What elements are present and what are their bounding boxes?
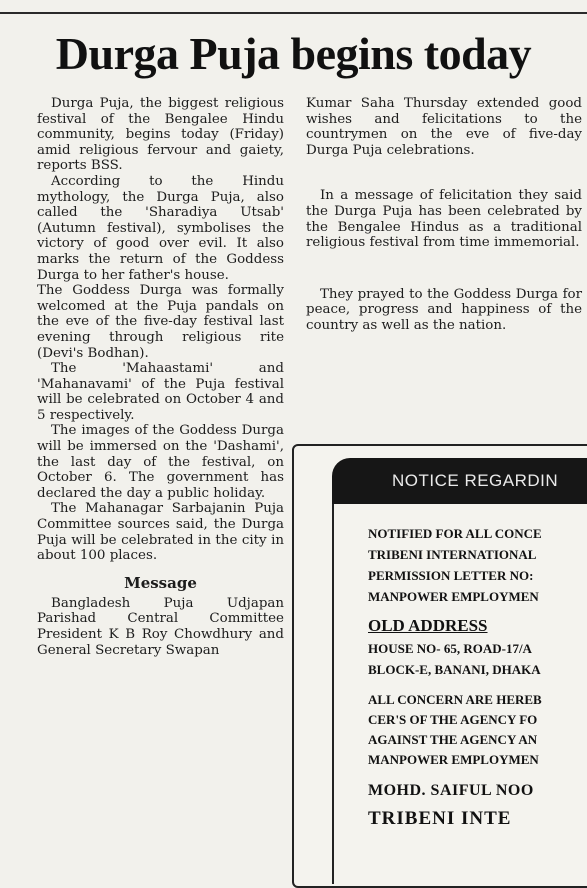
article-paragraph: According to the Hindu mythology, the Durga Puja, also called the 'Sharadiya Utsab' (Autumn festival), symbolises the victory of good over evil. It also marks the return of the Goddess Durga to her father's house.: [37, 173, 284, 283]
company-name: TRIBENI INTE: [368, 808, 512, 829]
article-paragraph: Bangladesh Puja Udjapan Parishad Central Committee President K B Roy Chowdhury and General Secretary Swapan: [37, 595, 284, 658]
article-paragraph: Kumar Saha Thursday extended good wishes and felicitations to the countrymen on the eve of five-day Durga Puja celebrations.: [306, 96, 582, 158]
article-paragraph: The 'Mahaastami' and 'Mahanavami' of the Puja festival will be celebrated on October 4 and 5 respectively.: [37, 361, 284, 423]
address-line: BLOCK-E, BANANI, DHAKA: [368, 662, 541, 677]
article-left-column: [37, 96, 284, 658]
notice-line: ALL CONCERN ARE HEREB: [368, 692, 542, 707]
article-paragraph: The Mahanagar Sarbajanin Puja Committee sources said, the Durga Puja will be celebrated in the city in about 100 places.: [37, 501, 284, 564]
article-paragraph: The Goddess Durga was formally welcomed at the Puja pandals on the eve of the five-day festival last evening through religious rite (Devi's Bodhan).: [37, 283, 284, 361]
article-paragraph: Durga Puja, the biggest religious festival of the Bengalee Hindu community, begins today (Friday) amid religious fervour and gaiety, reports BSS.: [37, 96, 284, 174]
old-address-label: OLD ADDRESS: [368, 616, 488, 635]
notice-line: PERMISSION LETTER NO:: [368, 568, 534, 583]
address-line: HOUSE NO- 65, ROAD-17/A: [368, 641, 532, 656]
headline: Durga Puja begins today: [55, 28, 532, 79]
article-right-column: [306, 96, 582, 370]
article-paragraph: They prayed to the Goddess Durga for peace, progress and happiness of the country as well as the nation.: [306, 286, 582, 333]
notice-body: [332, 504, 587, 884]
notice-heading: NOTICE REGARDIN: [332, 458, 587, 504]
article-paragraph: In a message of felicitation they said the Durga Puja has been celebrated by the Bengalee Hindus as a traditional religious festival from time immemorial.: [306, 188, 582, 251]
notice-line: MANPOWER EMPLOYMEN: [368, 589, 539, 604]
notice-advertisement: [292, 444, 587, 888]
notice-line: CER'S OF THE AGENCY FO: [368, 712, 538, 727]
notice-line: TRIBENI INTERNATIONAL: [368, 547, 537, 562]
notice-line: NOTIFIED FOR ALL CONCE: [368, 526, 542, 541]
notice-line: AGAINST THE AGENCY AN: [368, 732, 538, 747]
signatory-name: MOHD. SAIFUL NOO: [368, 782, 534, 799]
notice-line: MANPOWER EMPLOYMEN: [368, 752, 539, 767]
article-paragraph: The images of the Goddess Durga will be immersed on the 'Dashami', the last day of the festival, on October 6. The government has declared the day a public holiday.: [37, 423, 284, 501]
top-rule: [0, 12, 587, 14]
message-subhead: Message: [124, 573, 197, 592]
